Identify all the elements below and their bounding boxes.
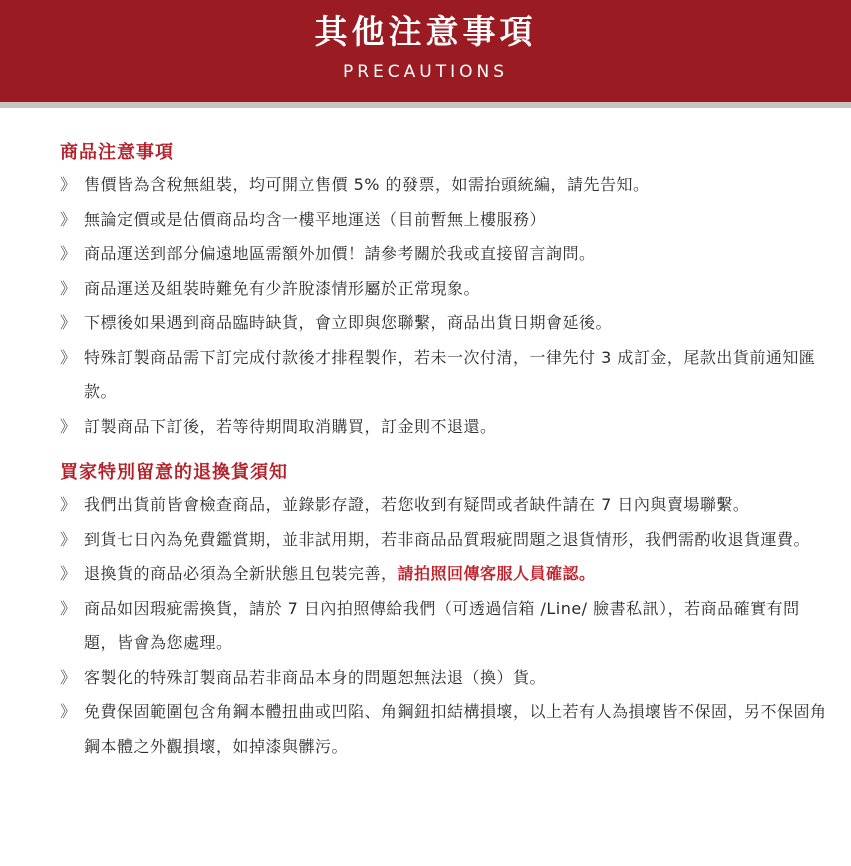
bullet-icon: 》 [60,244,77,263]
list-item-text: 客製化的特殊訂製商品若非商品本身的問題恕無法退（換）貨。 [84,667,547,687]
list-item [60,341,830,410]
precautions-content [60,138,830,764]
list-item [60,488,830,523]
list-item [60,168,830,203]
list-item-text: 商品如因瑕疵需換貨，請於 7 日內拍照傳給我們（可透過信箱 /Line/ 臉書私訊），若商品確實有問題，皆會為您處理。 [84,598,800,652]
list-item [60,410,830,445]
list-item [60,272,830,307]
bullet-icon: 》 [60,175,77,194]
page-title: 其他注意事項 [314,12,537,51]
photo-confirm-notice: 請拍照回傳客服人員確認。 [397,564,596,583]
list-item [60,661,830,696]
list-item [60,203,830,238]
list-item-text: 免費保固範圍包含角鋼本體扭曲或凹陷、角鋼鈕扣結構損壞，以上若有人為損壞皆不保固，另不保固角鋼本體之外觀損壞，如掉漆與髒污。 [84,702,827,756]
list-item-text: 退換貨的商品必須為全新狀態且包裝完善， [84,564,398,583]
list-item-text: 到貨七日內為免費鑑賞期，並非試用期，若非商品品質瑕疵問題之退貨情形，我們需酌收退貨運費。 [84,529,811,549]
list-item-text: 訂製商品下訂後，若等待期間取消購買，訂金則不退還。 [84,416,497,436]
list-item [60,523,830,558]
product-notes-list [60,168,830,444]
list-item [60,557,830,592]
list-item-text: 無論定價或是估價商品均含一樓平地運送（目前暫無上樓服務） [84,209,547,229]
bullet-icon: 》 [60,529,77,549]
section-title-product-notes: 商品注意事項 [60,142,174,163]
bullet-icon: 》 [60,416,77,436]
list-item-text: 特殊訂製商品需下訂完成付款後才排程製作，若未一次付清，一律先付 3 成訂金，尾款出貨前通知匯款。 [84,347,816,401]
list-item-text: 商品運送到部分偏遠地區需額外加價！請參考關於我或直接留言詢問。 [84,244,596,263]
bullet-icon: 》 [60,313,77,332]
bullet-icon: 》 [60,702,77,721]
list-item-text: 我們出貨前皆會檢查商品，並錄影存證，若您收到有疑問或者缺件請在 7 日內與賣場聯繫。 [84,495,750,514]
bullet-icon: 》 [60,495,77,514]
list-item-text: 售價皆為含稅無組裝，均可開立售價 5% 的發票，如需抬頭統編，請先告知。 [84,175,650,194]
list-item-text: 商品運送及組裝時難免有少許脫漆情形屬於正常現象。 [84,278,481,298]
bullet-icon: 》 [60,598,77,618]
list-item [60,695,830,764]
page-subtitle: PRECAUTIONS [342,62,509,82]
bullet-icon: 》 [60,278,77,298]
section-title-return-notes: 買家特別留意的退換貨須知 [60,462,288,483]
bullet-icon: 》 [60,209,77,229]
list-item [60,237,830,272]
list-item [60,306,830,341]
list-item-text: 下標後如果遇到商品臨時缺貨，會立即與您聯繫，商品出貨日期會延後。 [84,313,613,332]
return-notes-list [60,488,830,764]
page-header [0,0,851,108]
bullet-icon: 》 [60,667,77,687]
bullet-icon: 》 [60,564,77,583]
list-item [60,592,830,661]
bullet-icon: 》 [60,347,77,367]
